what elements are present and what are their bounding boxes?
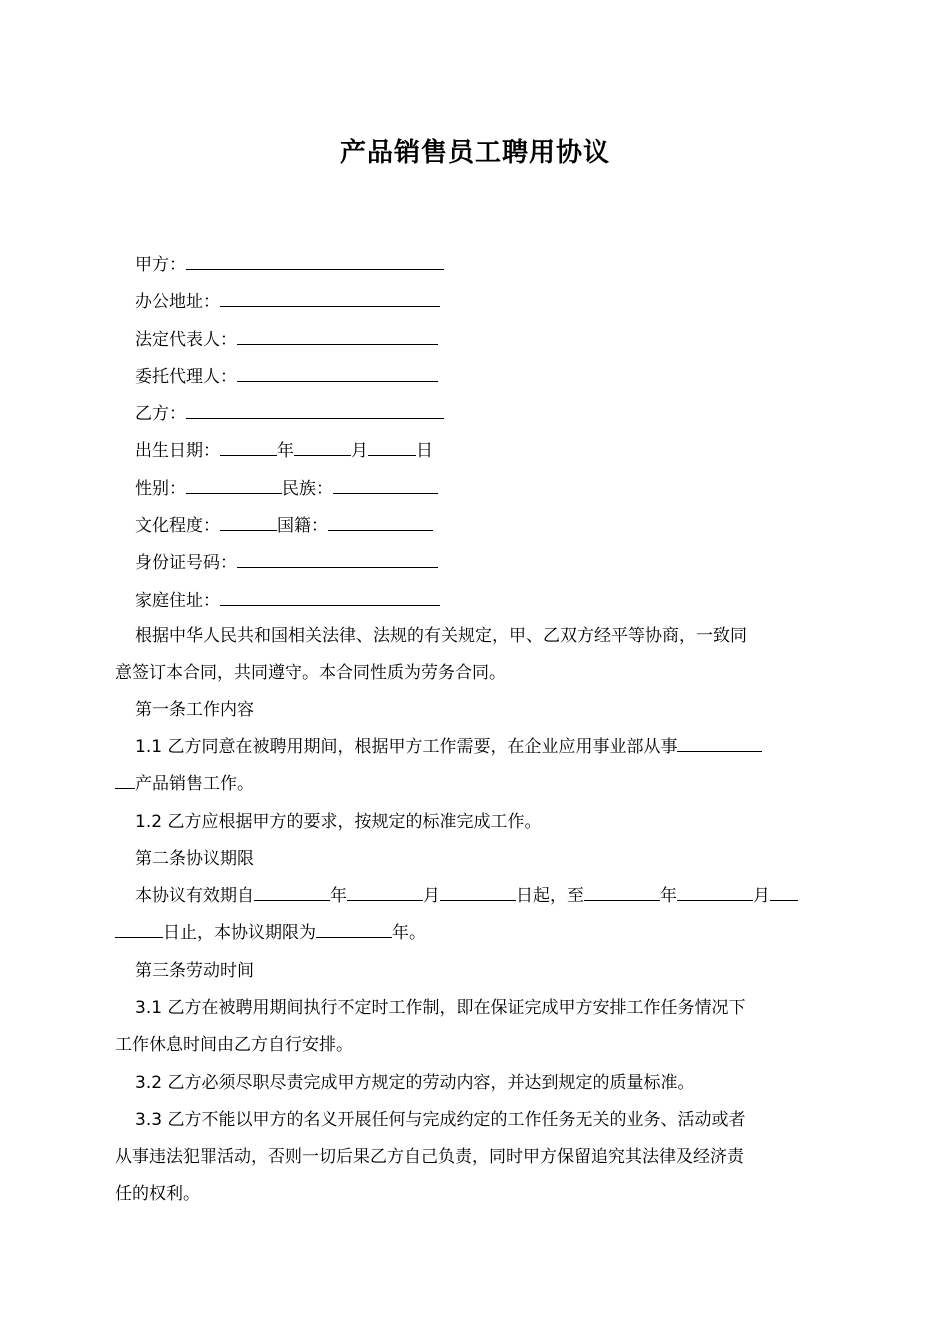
field-education-nationality [135, 512, 433, 538]
text-line [115, 766, 835, 803]
blank-line [220, 288, 440, 307]
blank-line [347, 882, 423, 901]
blank-line [333, 475, 438, 494]
article-3-clause-2 [115, 1065, 835, 1102]
year-label: 年 [330, 886, 347, 906]
month-label: 月 [351, 441, 368, 461]
article-1-clause-1 [115, 729, 835, 803]
field-home-address [135, 587, 440, 613]
text-line: 任的权利。 [115, 1184, 200, 1204]
clause-text: 本协议有效期自 [135, 886, 254, 906]
text-line: 3.1 乙方在被聘用期间执行不定时工作制，即在保证完成甲方安排工作任务情况下 [135, 998, 746, 1018]
field-label: 国籍： [277, 516, 328, 536]
field-label: 甲方： [135, 255, 186, 275]
field-party-b [135, 400, 444, 426]
blank-line [237, 363, 438, 382]
field-label: 性别： [135, 479, 186, 499]
year-label: 年 [277, 441, 294, 461]
field-agent [135, 363, 438, 389]
blank-line [237, 326, 438, 345]
field-label: 法定代表人： [135, 330, 237, 350]
field-label: 委托代理人： [135, 367, 237, 387]
article-2-paragraph [115, 878, 835, 952]
blank-line [584, 882, 660, 901]
field-label: 文化程度： [135, 516, 220, 536]
clause-text: 产品销售工作。 [135, 774, 254, 794]
month-label: 月 [753, 886, 770, 906]
blank-line [220, 512, 277, 531]
text-line [115, 878, 835, 915]
field-office-address [135, 288, 440, 314]
article-1-clause-2 [115, 804, 835, 841]
blank-line [770, 882, 798, 901]
blank-line [220, 437, 277, 456]
text-line: 3.3 乙方不能以甲方的名义开展任何与完成约定的工作任务无关的业务、活动或者 [135, 1110, 746, 1130]
field-label: 家庭住址： [135, 591, 220, 611]
text-line: 意签订本合同，共同遵守。本合同性质为劳务合同。 [115, 663, 506, 683]
blank-line [677, 733, 762, 752]
document-title: 产品销售员工聘用协议 [339, 138, 610, 168]
field-label: 办公地址： [135, 292, 220, 312]
blank-line [368, 437, 416, 456]
blank-line [677, 882, 753, 901]
field-gender-ethnicity [135, 475, 438, 501]
article-1-heading: 第一条工作内容 [135, 700, 254, 720]
field-legal-rep [135, 326, 438, 352]
blank-line [186, 251, 444, 270]
day-label: 日 [416, 441, 433, 461]
blank-line [186, 400, 444, 419]
blank-line [294, 437, 351, 456]
blank-line [440, 882, 516, 901]
article-3-clause-1 [115, 990, 835, 1064]
blank-line [237, 549, 438, 568]
field-id-number [135, 549, 438, 575]
text-line: 1.2 乙方应根据甲方的要求，按规定的标准完成工作。 [135, 812, 542, 832]
clause-text: 日止，本协议期限为 [163, 923, 316, 943]
text-line: 根据中华人民共和国相关法律、法规的有关规定，甲、乙双方经平等协商，一致同 [135, 626, 747, 646]
blank-line [328, 512, 433, 531]
field-label: 乙方： [135, 404, 186, 424]
blank-line [115, 919, 163, 938]
blank-line [186, 475, 282, 494]
blank-line [316, 919, 392, 938]
text-line: 工作休息时间由乙方自行安排。 [115, 1035, 353, 1055]
clause-text: 日起，至 [516, 886, 584, 906]
article-3-clause-3 [115, 1102, 835, 1213]
article-2-heading: 第二条协议期限 [135, 849, 254, 869]
clause-text: 年。 [392, 923, 426, 943]
field-birth-date [135, 437, 433, 463]
clause-text: 1.1 乙方同意在被聘用期间，根据甲方工作需要，在企业应用事业部从事 [135, 737, 678, 757]
field-party-a [135, 251, 444, 277]
text-line [115, 915, 835, 952]
article-3-heading: 第三条劳动时间 [135, 961, 254, 981]
intro-paragraph [115, 618, 835, 692]
text-line: 从事违法犯罪活动，否则一切后果乙方自己负责，同时甲方保留追究其法律及经济责 [115, 1147, 744, 1167]
field-label: 出生日期： [135, 441, 220, 461]
text-line [115, 729, 835, 766]
month-label: 月 [423, 886, 440, 906]
field-label: 身份证号码： [135, 553, 237, 573]
blank-line [115, 770, 135, 789]
field-label: 民族： [282, 479, 333, 499]
year-label: 年 [660, 886, 677, 906]
blank-line [254, 882, 330, 901]
text-line: 3.2 乙方必须尽职尽责完成甲方规定的劳动内容，并达到规定的质量标准。 [135, 1073, 695, 1093]
blank-line [220, 587, 440, 606]
